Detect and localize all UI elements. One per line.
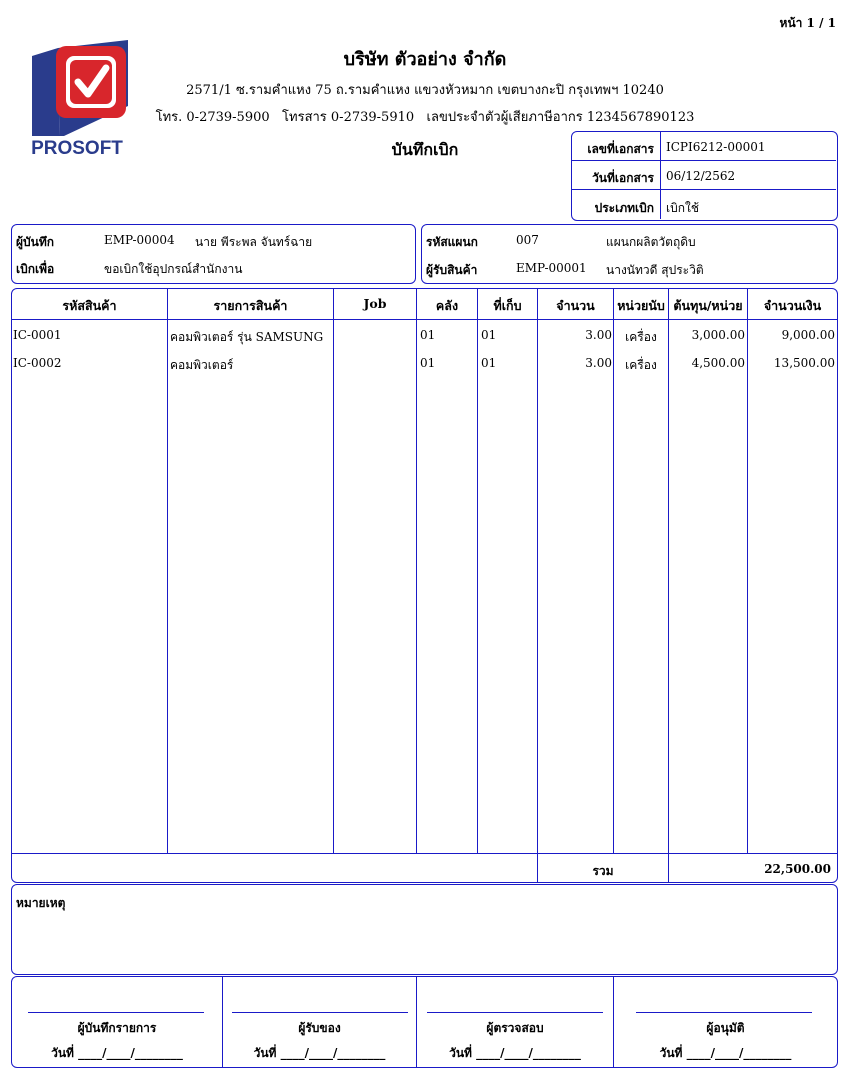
signature-checker-label: ผู้ตรวจสอบ [486,1021,544,1035]
header-job: Job [363,296,387,311]
recorder-code: EMP-00004 [104,233,175,247]
company-name: บริษัท ตัวอย่าง จำกัด [343,49,507,70]
signature-approver-label: ผู้อนุมัติ [706,1021,745,1035]
remark-label: หมายเหตุ [16,896,66,910]
header-amount: จำนวนเงิน [763,298,822,313]
signature-recorder-label: ผู้บันทึกรายการ [77,1021,157,1035]
header-qty: จำนวน [556,298,595,313]
header-unit-cost: ต้นทุน/หน่วย [673,298,743,313]
row2-qty: 3.00 [585,356,612,370]
purpose-value: ขอเบิกใช้อุปกรณ์สำนักงาน [104,262,243,276]
receiver-name: นางนัทวดี สุประวิติ [606,263,704,277]
company-address: 2571/1 ซ.รามคำแหง 75 ถ.รามคำแหง แขวงหัวหมาก เขตบางกะปิ กรุงเทพฯ 10240 [186,83,664,98]
row2-warehouse: 01 [420,356,436,370]
row2-code: IC-0002 [13,356,62,370]
row1-unit-cost: 3,000.00 [691,328,745,342]
row1-amount: 9,000.00 [781,328,835,342]
signature-checker-date: วันที่ ____/____/________ [449,1046,581,1060]
header-location: ที่เก็บ [493,298,522,313]
doc-no-value: ICPI6212-00001 [666,140,766,154]
company-contact: โทร. 0-2739-5900 โทรสาร 0-2739-5910 เลขประจำตัวผู้เสียภาษีอากร 1234567890123 [155,110,695,125]
doc-date-value: 06/12/2562 [666,169,736,183]
doc-no-label: เลขที่เอกสาร [587,142,654,156]
dept-name: แผนกผลิตวัตถุดิบ [606,235,696,249]
page-number: หน้า 1 / 1 [779,16,836,30]
total-amount: 22,500.00 [764,862,831,876]
doc-type-label: ประเภทเบิก [594,201,654,215]
header-warehouse: คลัง [435,298,459,313]
doc-type-value: เบิกใช้ [666,201,699,215]
signature-recorder-date: วันที่ ____/____/________ [51,1046,183,1060]
header-unit: หน่วยนับ [617,298,665,313]
signature-receiver-label: ผู้รับของ [298,1021,341,1035]
signature-approver-date: วันที่ ____/____/________ [659,1046,792,1060]
purpose-label: เบิกเพื่อ [16,262,55,276]
recorder-label: ผู้บันทึก [16,235,55,249]
row1-warehouse: 01 [420,328,436,342]
row2-unit: เครื่อง [625,358,657,372]
row1-code: IC-0001 [13,328,62,342]
dept-label: รหัสแผนก [426,235,478,249]
total-label: รวม [592,864,614,878]
receiver-label: ผู้รับสินค้า [426,263,478,277]
document-info-box [571,131,838,221]
row1-name: คอมพิวเตอร์ รุ่น SAMSUNG [170,330,324,344]
receiver-code: EMP-00001 [516,261,587,275]
row2-amount: 13,500.00 [773,356,835,370]
row1-qty: 3.00 [585,328,612,342]
requester-info-box [11,224,416,284]
logo-text: PROSOFT [31,138,123,159]
document-title: บันทึกเบิก [391,140,459,159]
recorder-name: นาย พีระพล จันทร์ฉาย [195,235,313,249]
row1-unit: เครื่อง [625,330,657,344]
signature-receiver-date: วันที่ ____/____/________ [253,1046,386,1060]
remark-box [11,884,838,975]
header-code: รหัสสินค้า [62,298,117,313]
row2-unit-cost: 4,500.00 [691,356,745,370]
department-info-box [421,224,838,284]
items-table [11,288,838,883]
row2-name: คอมพิวเตอร์ [170,358,234,372]
row1-location: 01 [481,328,497,342]
doc-date-label: วันที่เอกสาร [592,171,654,185]
dept-code: 007 [516,233,539,247]
row2-location: 01 [481,356,497,370]
header-item: รายการสินค้า [213,298,288,313]
